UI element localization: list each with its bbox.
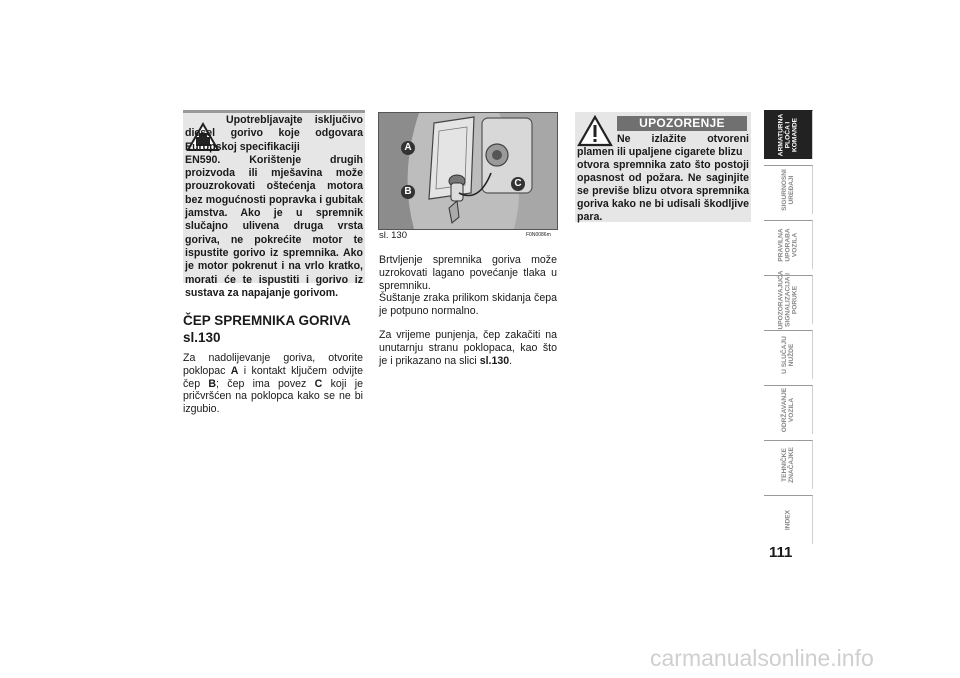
watermark: carmanualsonline.info	[650, 645, 874, 671]
fuel-note-text	[185, 114, 363, 300]
page-number: 111	[769, 544, 793, 561]
fuel-cap-paragraph	[183, 352, 363, 416]
fuel-note-first-lines: Upotrebljavajte isključivo diesel gorivo koje odgovara Europskoj specifikaciji	[185, 114, 363, 153]
tab-tehnicke-znacajke[interactable]	[764, 440, 813, 489]
refuelling-paragraph	[379, 329, 557, 367]
section-title	[183, 312, 368, 346]
figure-code: F0N0086m	[526, 232, 551, 238]
pressure-paragraph	[379, 254, 557, 318]
fuel-cap-figure	[378, 112, 558, 230]
warning-rest: otvora spremnika zato što postoji opasnost od požara. Ne saginjite se previše blizu otvora spremnika goriva kako ne bi udisali škodljive para.	[577, 159, 749, 223]
text-run: Brtvljenje spremnika goriva može uzrokovati lagano povećanje tlaka u spremniku.	[379, 254, 557, 292]
text-run: Za vrijeme punjenja, čep zakačiti na unutarnju stranu poklopaca, kao što je i prikazano na slici	[379, 328, 557, 367]
tab-label: INDEX	[784, 509, 792, 531]
tab-armaturna-ploca[interactable]	[764, 110, 813, 159]
callout-a: A	[401, 141, 415, 155]
tab-label: U SLUČAJU NUŽDE	[781, 336, 795, 374]
text-run: ; čep ima povez	[216, 377, 315, 390]
tab-index[interactable]	[764, 495, 813, 544]
figure-ref: sl.130	[479, 354, 510, 367]
text-run: Za nadolijevanje goriva, otvorite poklopac	[183, 352, 363, 377]
tab-label: TEHNIČKE ZNAČAJKE	[781, 447, 795, 483]
tab-label: SIGURNOSNI UREĐAJI	[781, 169, 795, 211]
label-c-ref: C	[314, 377, 323, 390]
tab-u-slucaju-nuzde[interactable]	[764, 330, 813, 379]
fuel-tank-text	[379, 254, 557, 378]
fuel-note-rest: EN590. Korištenje drugih proizvoda ili mješavina može prouzrokovati oštećenja motora bez mogućnosti popravka i gubitak jamstva. Ako je u spremnik slučajno ulivena druga vrsta goriva, ne pokrećite motor te ispustite gorivo iz spremnika. Ako je motor pokrenut i na vrlo kratko, morati će te ispustiti i gorivo iz sustava za napajanje gorivom.	[185, 153, 363, 299]
tab-label: UPOZORAVAJUĆA SIGNALIZACIJA I PORUKE	[777, 270, 799, 330]
text-run: i kontakt ključem odvijte čep	[183, 364, 363, 390]
section-title-line1: ČEP SPREMNIKA GORIVA	[183, 313, 351, 328]
tab-upozoravajuca-signalizacija[interactable]	[764, 270, 813, 330]
tab-sigurnosni-uredaji[interactable]	[764, 165, 813, 214]
tab-label: ARMATURNA PLOČA I KOMANDE	[777, 113, 799, 157]
tab-label: PRAVILNA UPORABA VOZILA	[777, 228, 799, 262]
callout-c: C	[511, 177, 525, 191]
label-b-ref: B	[208, 377, 217, 390]
warning-text	[577, 133, 749, 224]
figure-caption: sl. 130	[379, 230, 407, 241]
tab-odrzavanje-vozila[interactable]	[764, 385, 813, 434]
tab-pravilna-uporaba[interactable]	[764, 220, 813, 269]
text-run: koji je pričvršćen na poklopca kako se ne bi izgubio.	[183, 377, 364, 416]
tab-label: ODRŽAVANJE VOZILA	[781, 387, 795, 433]
text-run: Šuštanje zraka prilikom skidanja čepa je potpuno normalno.	[379, 292, 557, 318]
warning-first-lines: Ne izlažite otvoreni plamen ili upaljene cigarete blizu	[577, 133, 749, 158]
warning-heading: UPOZORENJE	[617, 116, 747, 131]
fuel-cap-illustration	[379, 113, 557, 229]
callout-b: B	[401, 185, 415, 199]
section-title-line2: sl.130	[183, 330, 221, 345]
chapter-tabs	[764, 110, 814, 550]
label-a-ref: A	[230, 364, 239, 377]
text-run: .	[509, 354, 513, 367]
